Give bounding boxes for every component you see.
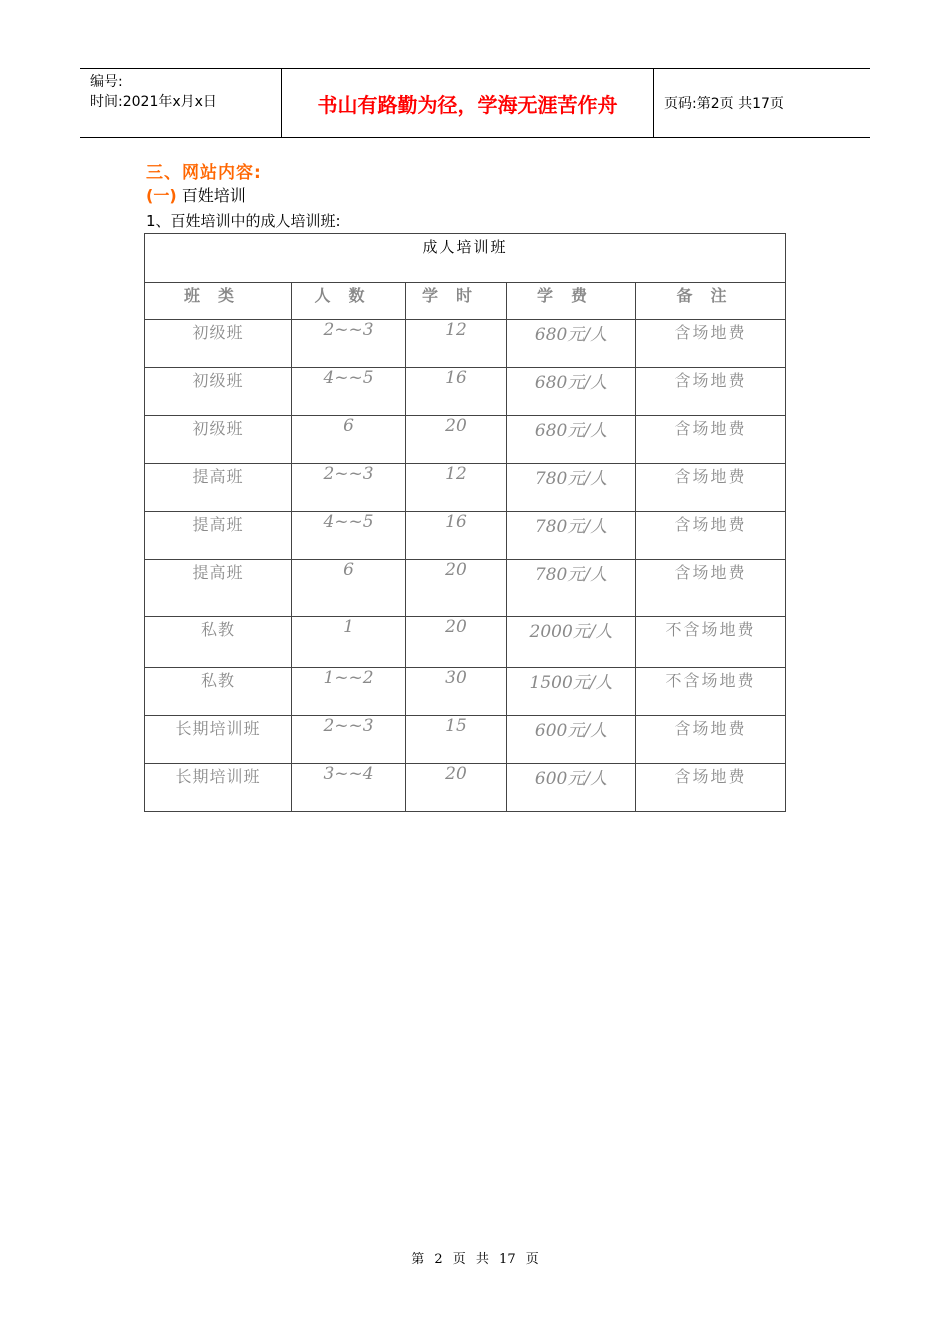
table-cell: 含场地费 [636,464,786,512]
table-cell: 20 [406,560,507,617]
table-cell: 30 [406,668,507,716]
table-cell: 含场地费 [636,368,786,416]
table-row [145,512,786,560]
table-cell: 初级班 [145,416,292,464]
table-cell: 初级班 [145,320,292,368]
table-cell: 12 [406,464,507,512]
table-title: 成人培训班 [145,234,786,283]
table-cell: 2~~3 [292,716,406,764]
table-cell: 3~~4 [292,764,406,812]
table-cell: 2~~3 [292,320,406,368]
header-time-label: 时间:2021年x月x日 [90,94,217,110]
page-header [80,68,870,138]
column-header: 人数 [292,283,406,320]
table-cell: 16 [406,368,507,416]
table-cell: 680元/人 [507,368,636,416]
fees-table [144,233,786,812]
table-cell: 含场地费 [636,716,786,764]
table-cell: 780元/人 [507,464,636,512]
subsection-heading [146,183,246,206]
table-cell: 6 [292,416,406,464]
table-cell: 提高班 [145,512,292,560]
table-cell: 20 [406,416,507,464]
table-cell: 含场地费 [636,320,786,368]
table-cell: 4~~5 [292,512,406,560]
table-cell: 提高班 [145,560,292,617]
table-row [145,668,786,716]
table-cell: 600元/人 [507,716,636,764]
table-cell: 15 [406,716,507,764]
table-row [145,764,786,812]
table-cell: 提高班 [145,464,292,512]
table-cell: 680元/人 [507,320,636,368]
table-row [145,560,786,617]
table-cell: 2~~3 [292,464,406,512]
table-cell: 6 [292,560,406,617]
header-slogan: 书山有路勤为径，学海无涯苦作舟 [282,69,654,137]
subsection-number: (一) [146,186,177,205]
table-cell: 12 [406,320,507,368]
table-cell: 长期培训班 [145,764,292,812]
table-row [145,716,786,764]
table-cell: 不含场地费 [636,668,786,716]
header-meta [80,69,282,137]
subsection-title: 百姓培训 [181,186,246,205]
column-header: 学时 [406,283,507,320]
table-cell: 780元/人 [507,512,636,560]
section-title: 三、网站内容: [146,163,262,183]
table-cell: 含场地费 [636,416,786,464]
table-cell: 2000元/人 [507,617,636,668]
table-cell: 4~~5 [292,368,406,416]
table-cell: 600元/人 [507,764,636,812]
table-cell: 含场地费 [636,764,786,812]
table-row [145,416,786,464]
table-cell: 1500元/人 [507,668,636,716]
table-cell: 含场地费 [636,512,786,560]
table-cell: 1~~2 [292,668,406,716]
table-cell: 20 [406,764,507,812]
table-cell: 1 [292,617,406,668]
column-header: 备注 [636,283,786,320]
table-header-row [145,283,786,320]
table-cell: 含场地费 [636,560,786,617]
table-row [145,368,786,416]
table-cell: 680元/人 [507,416,636,464]
page-footer: 第 2 页 共 17 页 [411,1252,539,1267]
table-row [145,464,786,512]
table-cell: 20 [406,617,507,668]
header-number-label: 编号: [90,74,123,90]
table-cell: 不含场地费 [636,617,786,668]
header-page-info: 页码:第2页 共17页 [664,96,784,112]
column-header: 班类 [145,283,292,320]
column-header: 学费 [507,283,636,320]
table-cell: 私教 [145,668,292,716]
table-cell: 16 [406,512,507,560]
table-cell: 长期培训班 [145,716,292,764]
table-cell: 私教 [145,617,292,668]
table-cell: 初级班 [145,368,292,416]
table-row [145,320,786,368]
table-row [145,617,786,668]
table-cell: 780元/人 [507,560,636,617]
item-title: 1、百姓培训中的成人培训班: [146,212,341,230]
